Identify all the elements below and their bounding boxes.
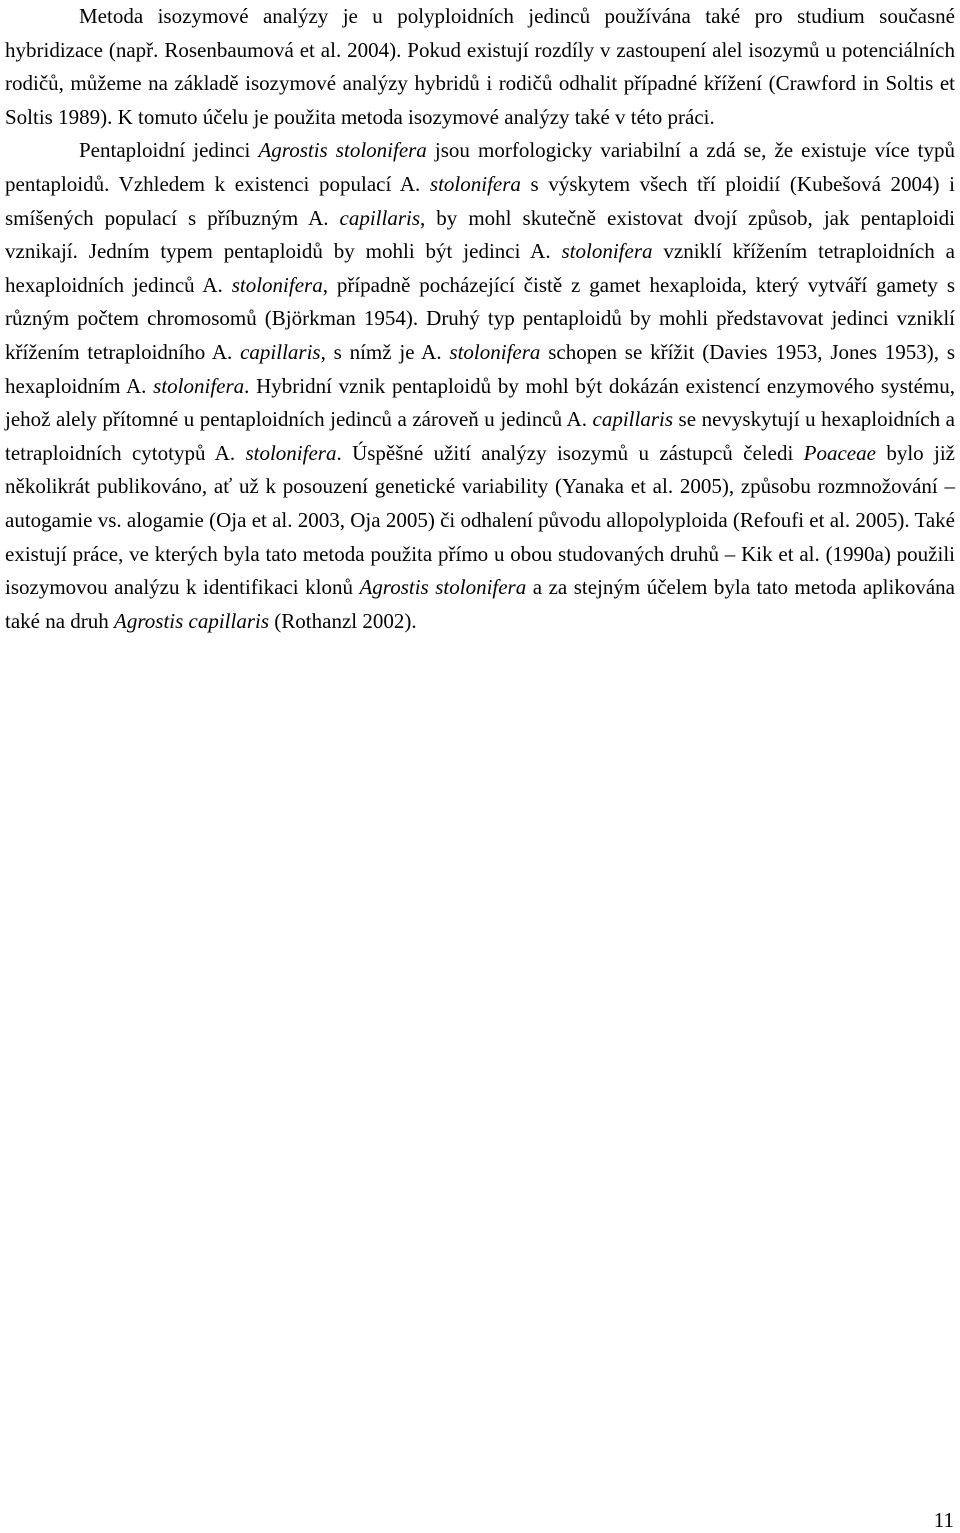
- italic-text: stolonifera: [231, 272, 323, 297]
- text-run: vzniklí křížením tetraploidních a hexaploidních jedinců A.: [5, 239, 955, 297]
- text-run: . Úspěšné užití analýzy isozymů u zástupců čeledi: [336, 440, 804, 465]
- italic-text: Agrostis stolonifera: [258, 138, 427, 163]
- italic-text: stolonifera: [245, 440, 337, 465]
- text-run: , případně pocházející čistě z gamet hexaploida, který vytváří gamety s různým počtem chromosomů (Björkman 1954). Druhý typ pentaploidů by mohli představovat jedinci vzniklí křížením tetraploidního A.: [5, 272, 955, 364]
- page-number: 11: [933, 1508, 954, 1532]
- document-page: [5, 0, 955, 638]
- body-text: [5, 0, 955, 638]
- text-run: se nevyskytují u hexaploidních a tetraploidních cytotypů A.: [5, 407, 955, 465]
- text-run: s výskytem všech tří ploidií (Kubešová 2004) i smíšených populací s příbuzným A.: [5, 171, 955, 230]
- italic-text: capillaris: [592, 407, 674, 432]
- italic-text: capillaris: [240, 339, 321, 364]
- text-run: a za stejným účelem byla tato metoda aplikována také na druh: [5, 575, 955, 633]
- italic-text: Agrostis stolonifera: [359, 575, 527, 600]
- text-run: (Rothanzl 2002).: [269, 608, 417, 633]
- italic-text: stolonifera: [561, 239, 653, 264]
- italic-text: stolonifera: [153, 373, 245, 398]
- italic-text: Poaceae: [803, 440, 876, 465]
- italic-text: capillaris: [339, 205, 421, 230]
- paragraph-2: [5, 134, 955, 638]
- italic-text: stolonifera: [429, 171, 521, 196]
- italic-text: stolonifera: [449, 339, 541, 364]
- italic-text: Agrostis capillaris: [114, 608, 270, 633]
- text-run: jsou morfologicky variabilní a zdá se, že existuje více typů pentaploidů. Vzhledem k existenci populací A.: [5, 138, 955, 196]
- paragraph-1: [5, 0, 955, 134]
- text-run: bylo již několikrát publikováno, ať už k posouzení genetické variability (Yanaka et al. 2005), způsobu rozmnožování – autogamie vs. alogamie (Oja et al. 2003, Oja 2005) či odhalení původu allopolyploida (Refoufi et al. 2005). Také existují práce, ve kterých byla tato metoda použita přímo u obou studovaných druhů – Kik et al. (1990a) použili isozymovou analýzu k identifikaci klonů: [5, 440, 955, 600]
- text-run: Metoda isozymové analýzy je u polyploidních jedinců používána také pro studium současné hybridizace (např. Rosenbaumová et al. 2004). Pokud existují rozdíly v zastoupení alel isozymů u potenciálních rodičů, můžeme na základě isozymové analýzy hybridů i rodičů odhalit případné křížení (Crawford in Soltis et Soltis 1989). K tomuto účelu je použita metoda isozymové analýzy také v této práci.: [5, 4, 955, 129]
- text-run: . Hybridní vznik pentaploidů by mohl být dokázán existencí enzymového systému, jehož alely přítomné u pentaploidních jedinců a zároveň u jedinců A.: [5, 373, 955, 432]
- text-run: Pentaploidní jedinci: [79, 138, 259, 163]
- text-run: , s nímž je A.: [320, 339, 450, 364]
- text-run: schopen se křížit (Davies 1953, Jones 1953), s hexaploidním A.: [5, 339, 956, 398]
- text-run: , by mohl skutečně existovat dvojí způsob, jak pentaploidi vznikají. Jedním typem pentaploidů by mohli být jedinci A.: [5, 205, 955, 264]
